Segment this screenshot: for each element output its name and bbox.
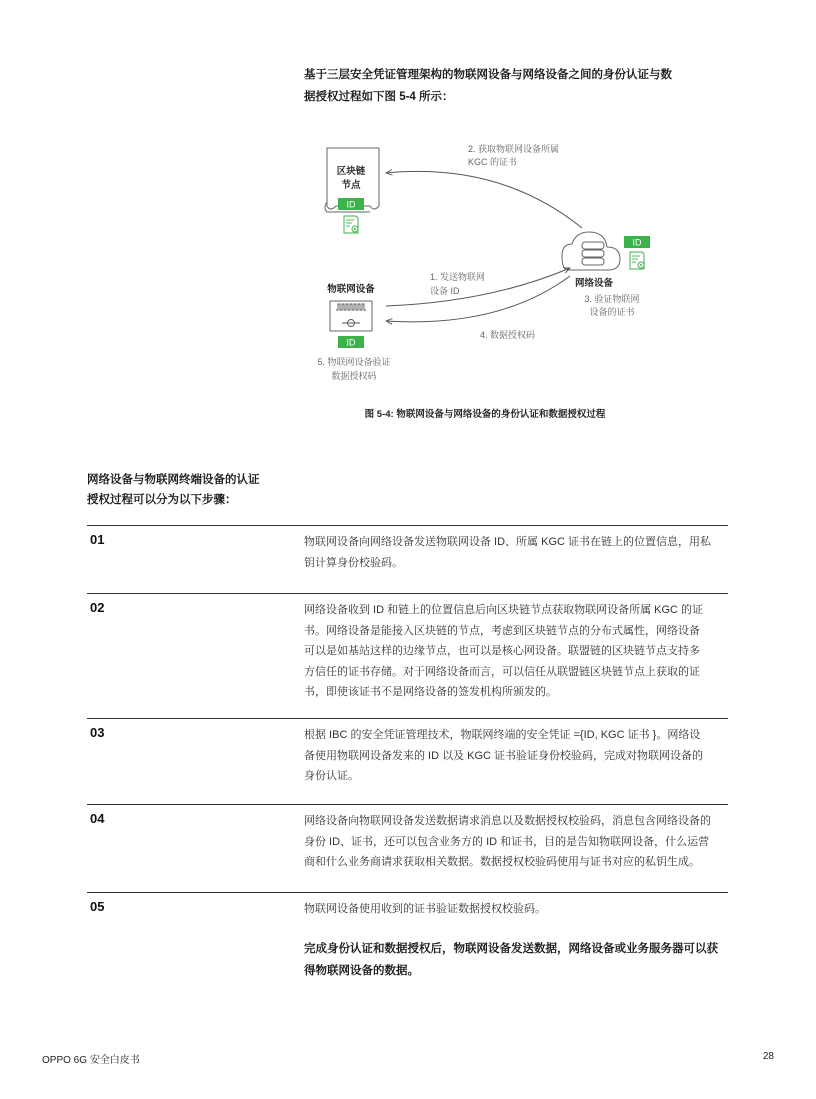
id-badge-label: ID [632,237,642,248]
step-number: 05 [90,899,105,914]
step-text-line: 身份 ID、证书，还可以包含业务方的 ID 和证书，目的是告知物联网设备，什么运营 [304,835,710,848]
step-text-line: 商和什么业务商请求获取相关数据。数据授权校验码使用与证书对应的私钥生成。 [304,856,700,868]
step-row-03 [87,718,728,782]
step-text [304,899,728,920]
step-text-line: 可以是如基站这样的边缘节点，也可以是核心网设备。联盟链的区块链节点支持多 [304,645,700,657]
server-icon [582,242,604,265]
step-text-line: 根据 IBC 的安全凭证管理技术，物联网终端的安全凭证 ={ID, KGC 证书 }。网络设 [304,729,701,741]
page-number: 28 [762,1051,774,1062]
closing-paragraph [304,938,732,982]
step-number: 04 [90,811,105,826]
section-heading-line: 网络设备与物联网终端设备的认证 [87,474,260,486]
step-row-02 [87,593,728,698]
id-badge-label: ID [346,199,356,210]
certificate-icon [630,252,644,269]
footer-document-title: OPPO 6G 安全白皮书 [42,1055,140,1066]
iot-device-node [327,283,375,348]
step-number: 02 [90,600,105,615]
step-text-line: 物联网设备使用收到的证书验证数据授权校验码。 [304,903,546,915]
step-text-line: 方信任的证书存储。对于网络设备而言，可以信任从联盟链区块链节点上获取的证 [304,665,700,678]
step-4-label: 4. 数据授权码 [480,330,536,340]
blockchain-node-label: 节点 [341,180,361,191]
step-text-line: 网络设备向物联网设备发送数据请求消息以及数据授权校验码，消息包含网络设备的 [304,815,711,827]
intro-line: 据授权过程如下图 5-4 所示： [304,91,454,103]
step-number: 03 [90,725,105,740]
step-5-label: 数据授权码 [331,371,377,381]
step-text [304,811,728,873]
step-2-label: 2. 获取物联网设备所属 [468,144,560,154]
blockchain-node-label: 区块链 [336,166,366,177]
step-1-label: 设备 ID [430,286,460,296]
step-row-05 [87,892,728,915]
step-row-04 [87,804,728,868]
blockchain-node [325,148,379,233]
certificate-icon [344,216,358,233]
section-heading-line: 授权过程可以分为以下步骤： [87,494,237,506]
arrow-step-4 [386,276,570,322]
network-device-node [562,232,650,289]
intro-line: 基于三层安全凭证管理架构的物联网设备与网络设备之间的身份认证与数 [304,69,672,81]
step-text-line: 物联网设备向网络设备发送物联网设备 ID、所属 KGC 证书在链上的位置信息，用私 [304,536,712,548]
step-5-label: 5. 物联网设备验证 [317,357,391,367]
intro-paragraph [304,64,734,108]
step-row-01 [87,525,728,569]
iot-device-label: 物联网设备 [327,284,375,295]
arrow-step-2 [386,171,582,228]
step-2-label: KGC 的证书 [468,157,518,167]
step-text-line: 网络设备收到 ID 和链上的位置信息后向区块链节点获取物联网设备所属 KGC 的证 [304,604,704,616]
step-3-label: 设备的证书 [589,307,635,317]
step-text-line: 书。网络设备是能接入区块链的节点，考虑到区块链节点的分布式属性，网络设备 [304,624,700,637]
step-text-line: 钥计算身份校验码。 [304,556,403,569]
step-3-label: 3. 验证物联网 [584,294,640,304]
step-1-label: 1. 发送物联网 [430,272,486,282]
section-heading [87,470,287,510]
step-text [304,725,728,787]
id-badge-label: ID [346,337,356,348]
closing-line: 完成身份认证和数据授权后，物联网设备发送数据，网络设备或业务服务器可以获 [304,943,718,955]
step-text-line: 书，即使该证书不是网络设备的签发机构所颁发的。 [304,686,557,698]
step-number: 01 [90,532,105,547]
auth-diagram [300,132,660,392]
network-device-label: 网络设备 [574,278,614,289]
closing-line: 得物联网设备的数据。 [304,965,419,977]
step-text-line: 身份认证。 [304,770,359,782]
step-text-line: 备使用物联网设备发来的 ID 以及 KGC 证书验证身份校验码，完成对物联网设备的 [304,749,704,762]
figure-caption: 图 5-4: 物联网设备与网络设备的身份认证和数据授权过程 [364,409,606,420]
step-text [304,600,728,703]
step-text [304,532,728,573]
